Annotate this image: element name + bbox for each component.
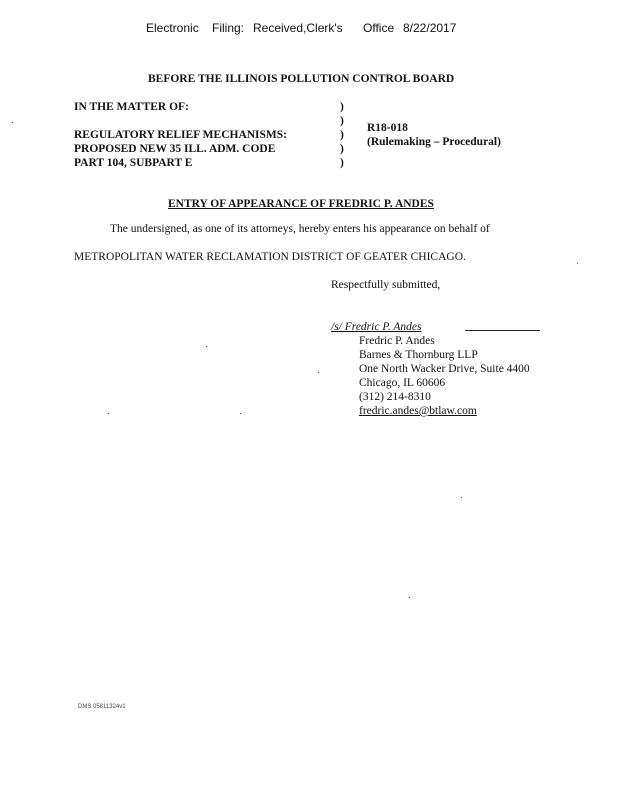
address-line-2: Chicago, IL 60606	[359, 377, 446, 389]
closing: Respectfully submitted,	[331, 279, 441, 291]
caption-paren: )	[340, 101, 344, 113]
caption-paren: )	[340, 143, 344, 155]
board-title: BEFORE THE ILLINOIS POLLUTION CONTROL BOARD	[148, 73, 455, 85]
filing-label-electronic: Electronic	[146, 21, 199, 35]
scan-speck	[12, 122, 13, 123]
caption-paren: )	[340, 157, 344, 169]
address-line-1: One North Wacker Drive, Suite 4400	[359, 363, 530, 375]
attorney-name: Fredric P. Andes	[359, 335, 435, 347]
caption-line-part: PART 104, SUBPART E	[74, 157, 193, 169]
scan-speck	[461, 497, 462, 498]
signature-line: /s/ Fredric P. Andes	[331, 321, 422, 333]
document-title: ENTRY OF APPEARANCE OF FREDRIC P. ANDES	[168, 198, 434, 210]
filing-label-filing: Filing:	[212, 21, 245, 35]
firm-name: Barnes & Thornburg LLP	[359, 349, 478, 361]
caption-line-proposed: PROPOSED NEW 35 ILL. ADM. CODE	[74, 143, 276, 155]
filing-date: 8/22/2017	[403, 21, 457, 35]
scan-speck	[240, 413, 241, 414]
scan-speck	[206, 346, 207, 347]
scan-speck	[409, 597, 410, 598]
case-type: (Rulemaking – Procedural)	[367, 136, 501, 148]
phone: (312) 214-8310	[359, 391, 431, 403]
signature-rule	[465, 330, 540, 331]
caption-line-mechanisms: REGULATORY RELIEF MECHANISMS:	[74, 129, 288, 141]
caption-line-in-the-matter: IN THE MATTER OF:	[74, 101, 189, 113]
scan-speck	[577, 263, 578, 264]
scan-speck	[318, 372, 319, 373]
body-paragraph: The undersigned, as one of its attorneys, hereby enters his appearance on behalf of	[110, 223, 490, 235]
case-number: R18-018	[367, 122, 408, 134]
footer-doc-id: DMS 05811324v1	[78, 704, 126, 710]
caption-paren: )	[340, 115, 344, 127]
caption-paren: )	[340, 129, 344, 141]
filing-label-received: Received,Clerk's	[253, 21, 343, 35]
scan-speck	[108, 413, 109, 414]
filing-label-office: Office	[363, 21, 395, 35]
email-link[interactable]: fredric.andes@btlaw.com	[359, 405, 477, 417]
client-name: METROPOLITAN WATER RECLAMATION DISTRICT OF GEATER CHICAGO.	[74, 251, 466, 263]
